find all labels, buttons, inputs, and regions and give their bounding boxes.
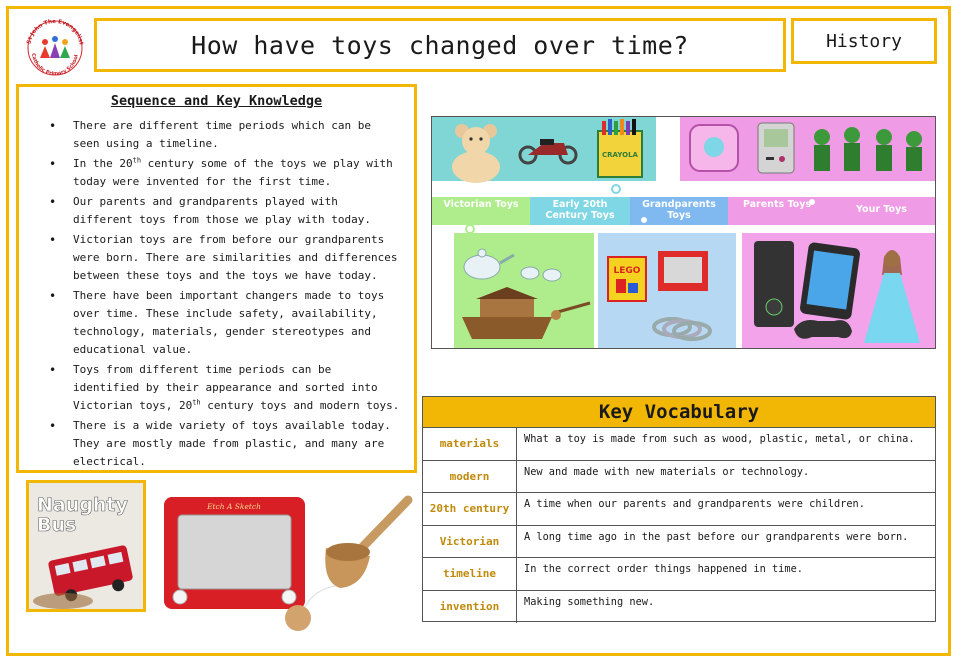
vocabulary-table: [422, 396, 936, 622]
toys-timeline-image: [431, 116, 936, 349]
polly-pocket-icon: [690, 125, 738, 171]
vocabulary-term: Victorian: [423, 526, 517, 558]
vocabulary-definition: A time when our parents and grandparents were children.: [524, 498, 865, 510]
vocabulary-definition: Making something new.: [524, 595, 655, 608]
timeline-label-parents: Parents Toys: [742, 199, 812, 210]
knowledge-bullet: • There is a wide variety of toys available today. They are mostly made from plastic, and many are electrical.: [33, 417, 400, 471]
vocabulary-definition: In the correct order things happened in time.: [524, 563, 803, 575]
cup-and-ball-image: [268, 490, 418, 640]
vocabulary-definition: New and made with new materials or technology.: [524, 465, 810, 478]
vocabulary-header: [423, 397, 935, 428]
vocabulary-row: [423, 558, 935, 591]
naughty-bus-book-cover: [26, 480, 146, 612]
book-title-line2: Bus: [37, 514, 77, 536]
vocabulary-definition: A long time ago in the past before our grandparents were born.: [524, 530, 909, 543]
knowledge-bullet: • In the 20th century some of the toys we play with today were invented for the first time.: [33, 155, 400, 191]
timeline-label-your-toys: Your Toys: [856, 204, 907, 215]
subject-box: [791, 18, 937, 64]
vocabulary-term: timeline: [423, 558, 517, 590]
crayon-label: CRAYOLA: [602, 151, 638, 159]
knowledge-heading: Sequence and Key Knowledge: [110, 93, 323, 109]
page-title-box: [94, 18, 786, 72]
svg-text:St John The Evangelist: St John The Evangelist: [26, 18, 84, 46]
vocabulary-row: [423, 591, 935, 624]
timeline-illustration: [432, 117, 936, 349]
etch-knob-left-icon: [173, 590, 187, 604]
etch-label: Etch A Sketch: [207, 502, 261, 511]
vocabulary-heading: Key Vocabulary: [598, 401, 760, 423]
svg-text:Catholic Primary School: Catholic Primary School: [29, 52, 80, 76]
book-title-line1: Naughty: [37, 494, 128, 516]
games-console-icon: [754, 241, 794, 327]
lego-label: LEGO: [613, 266, 641, 276]
knowledge-bullet: • Our parents and grandparents played with different toys from those we play with today.: [33, 193, 400, 229]
knowledge-bullet: • There are different time periods which can be seen using a timeline.: [33, 117, 400, 153]
knowledge-list: [33, 117, 400, 471]
knowledge-bullet: • Victorian toys are from before our grandparents were born. There are similarities and differences between these toys and the toys we have today.: [33, 231, 400, 285]
vocabulary-term: materials: [423, 428, 517, 460]
tablet-icon: [799, 242, 861, 321]
page-title: How have toys changed over time?: [191, 30, 689, 60]
vocabulary-row: [423, 428, 935, 461]
school-logo: [22, 16, 88, 76]
subject-label: History: [826, 30, 902, 52]
timeline-label-early-20th: Early 20th Century Toys: [545, 199, 615, 221]
vocabulary-row: [423, 461, 935, 494]
vocabulary-definition: What a toy is made from such as wood, plastic, metal, or china.: [524, 433, 915, 445]
vocabulary-row: [423, 526, 935, 559]
vocabulary-term: modern: [423, 461, 517, 493]
vocabulary-term: 20th century: [423, 493, 517, 525]
game-controller-icon: [794, 320, 852, 339]
vocabulary-term: invention: [423, 591, 517, 624]
crayon-box-icon: [598, 119, 642, 177]
knowledge-bullet: • Toys from different time periods can be identified by their appearance and sorted into Victorian toys, 20th century toys and modern toys.: [33, 361, 400, 415]
knowledge-panel: [16, 84, 417, 473]
gameboy-icon: [758, 123, 794, 173]
vocabulary-row: [423, 493, 935, 526]
knowledge-bullet: • There have been important changers made to toys over time. These include safety, availability, technology, materials, gender stereotypes and educational value.: [33, 287, 400, 359]
lego-box-icon: [608, 257, 646, 301]
etch-small-icon: [658, 251, 708, 291]
timeline-label-victorian: Victorian Toys: [443, 199, 519, 210]
timeline-label-grandparents: Grandparents Toys: [642, 199, 716, 221]
